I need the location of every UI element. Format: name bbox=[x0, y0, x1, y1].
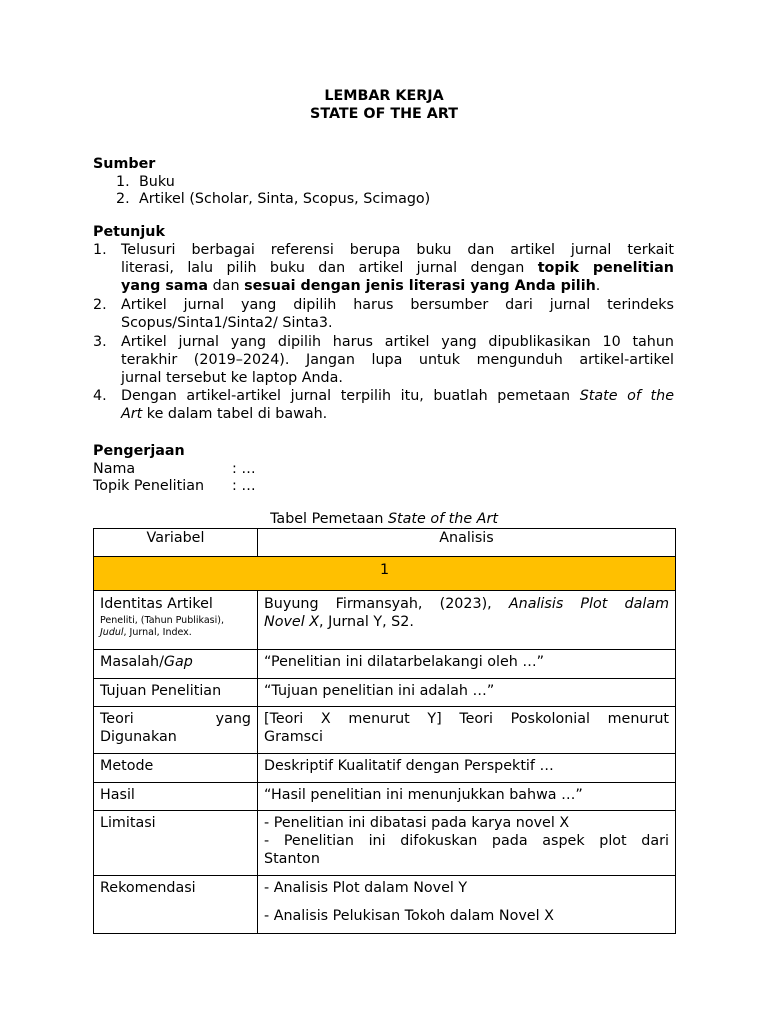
sumber-item-text: Artikel (Scholar, Sinta, Scopus, Scimago) bbox=[139, 191, 431, 207]
column-header-analisis: Analisis bbox=[258, 529, 676, 557]
petunjuk-item3-line1: Artikel jurnal yang dipilih harus artikel yang dipublikasikan 10 tahun bbox=[121, 334, 674, 350]
sumber-item-number: 1. bbox=[116, 174, 130, 190]
table-row bbox=[94, 876, 676, 934]
row-value-limitasi: - Penelitian ini dibatasi pada karya novel X - Penelitian ini difokuskan pada aspek plot dari Stanton bbox=[258, 811, 676, 876]
row-value-metode: Deskriptif Kualitatif dengan Perspektif … bbox=[258, 754, 676, 783]
petunjuk-item4-line1: Dengan artikel-artikel jurnal terpilih itu, buatlah pemetaan State of the bbox=[121, 388, 674, 404]
row-label-masalah: Masalah/Gap bbox=[94, 650, 258, 679]
petunjuk-item2-line1: Artikel jurnal yang dipilih harus bersumber dari jurnal terindeks bbox=[121, 297, 674, 313]
table-row bbox=[94, 591, 676, 650]
petunjuk-item1-line1: Telusuri berbagai referensi berupa buku dan artikel jurnal terkait bbox=[121, 242, 674, 258]
table-section-band bbox=[94, 557, 676, 591]
topik-value: : … bbox=[232, 478, 256, 494]
state-of-the-art-table bbox=[93, 528, 676, 934]
petunjuk-item-number: 1. bbox=[93, 242, 107, 258]
petunjuk-item1-line2: literasi, lalu pilih buku dan artikel jurnal dengan topik penelitian bbox=[121, 260, 674, 276]
document-title-line1: LEMBAR KERJA bbox=[324, 88, 444, 104]
row-value-hasil: “Hasil penelitian ini menunjukkan bahwa …” bbox=[258, 783, 676, 811]
sumber-item-text: Buku bbox=[139, 174, 175, 190]
pengerjaan-heading: Pengerjaan bbox=[93, 443, 185, 459]
row-label-metode: Metode bbox=[94, 754, 258, 783]
petunjuk-item-number: 4. bbox=[93, 388, 107, 404]
row-label-limitasi: Limitasi bbox=[94, 811, 258, 876]
petunjuk-item-number: 3. bbox=[93, 334, 107, 350]
petunjuk-item1-line3: yang sama dan sesuai dengan jenis literasi yang Anda pilih. bbox=[121, 278, 601, 294]
petunjuk-item2-line2: Scopus/Sinta1/Sinta2/ Sinta3. bbox=[121, 315, 333, 331]
table-row bbox=[94, 783, 676, 811]
table-row bbox=[94, 811, 676, 876]
row-label-teori: Teori yang Digunakan bbox=[94, 707, 258, 754]
row-value-teori: [Teori X menurut Y] Teori Poskolonial menurut Gramsci bbox=[258, 707, 676, 754]
petunjuk-heading: Petunjuk bbox=[93, 224, 165, 240]
sumber-item-number: 2. bbox=[116, 191, 130, 207]
petunjuk-item4-line2: Art ke dalam tabel di bawah. bbox=[121, 406, 328, 422]
row-value-masalah: “Penelitian ini dilatarbelakangi oleh …” bbox=[258, 650, 676, 679]
row-label-hasil: Hasil bbox=[94, 783, 258, 811]
petunjuk-item-number: 2. bbox=[93, 297, 107, 313]
table-row bbox=[94, 679, 676, 707]
petunjuk-item3-line2: terakhir (2019–2024). Jangan lupa untuk mengunduh artikel-artikel bbox=[121, 352, 674, 368]
row-label-rekomendasi: Rekomendasi bbox=[94, 876, 258, 934]
topik-label: Topik Penelitian bbox=[93, 478, 205, 494]
row-value-identitas: Buyung Firmansyah, (2023), Analisis Plot dalam Novel X, Jurnal Y, S2. bbox=[258, 591, 676, 650]
table-header-row bbox=[94, 529, 676, 557]
row-label-tujuan: Tujuan Penelitian bbox=[94, 679, 258, 707]
sumber-heading: Sumber bbox=[93, 156, 156, 172]
row-value-tujuan: “Tujuan penelitian ini adalah …” bbox=[258, 679, 676, 707]
table-row bbox=[94, 754, 676, 783]
identitas-hint: Peneliti, (Tahun Publikasi), Judul, Jurnal, Index. bbox=[100, 615, 224, 638]
row-label-identitas: Identitas Artikel Peneliti, (Tahun Publikasi), Judul, Jurnal, Index. bbox=[94, 591, 258, 650]
table-row bbox=[94, 707, 676, 754]
petunjuk-item3-line3: jurnal tersebut ke laptop Anda. bbox=[121, 370, 343, 386]
table-row bbox=[94, 650, 676, 679]
column-header-variabel: Variabel bbox=[94, 529, 258, 557]
nama-label: Nama bbox=[93, 461, 136, 477]
section-number: 1 bbox=[94, 557, 676, 591]
row-value-rekomendasi: - Analisis Plot dalam Novel Y - Analisis Pelukisan Tokoh dalam Novel X bbox=[258, 876, 676, 934]
document-title-line2: STATE OF THE ART bbox=[310, 106, 458, 122]
nama-value: : … bbox=[232, 461, 256, 477]
table-caption: Tabel Pemetaan State of the Art bbox=[270, 511, 498, 527]
